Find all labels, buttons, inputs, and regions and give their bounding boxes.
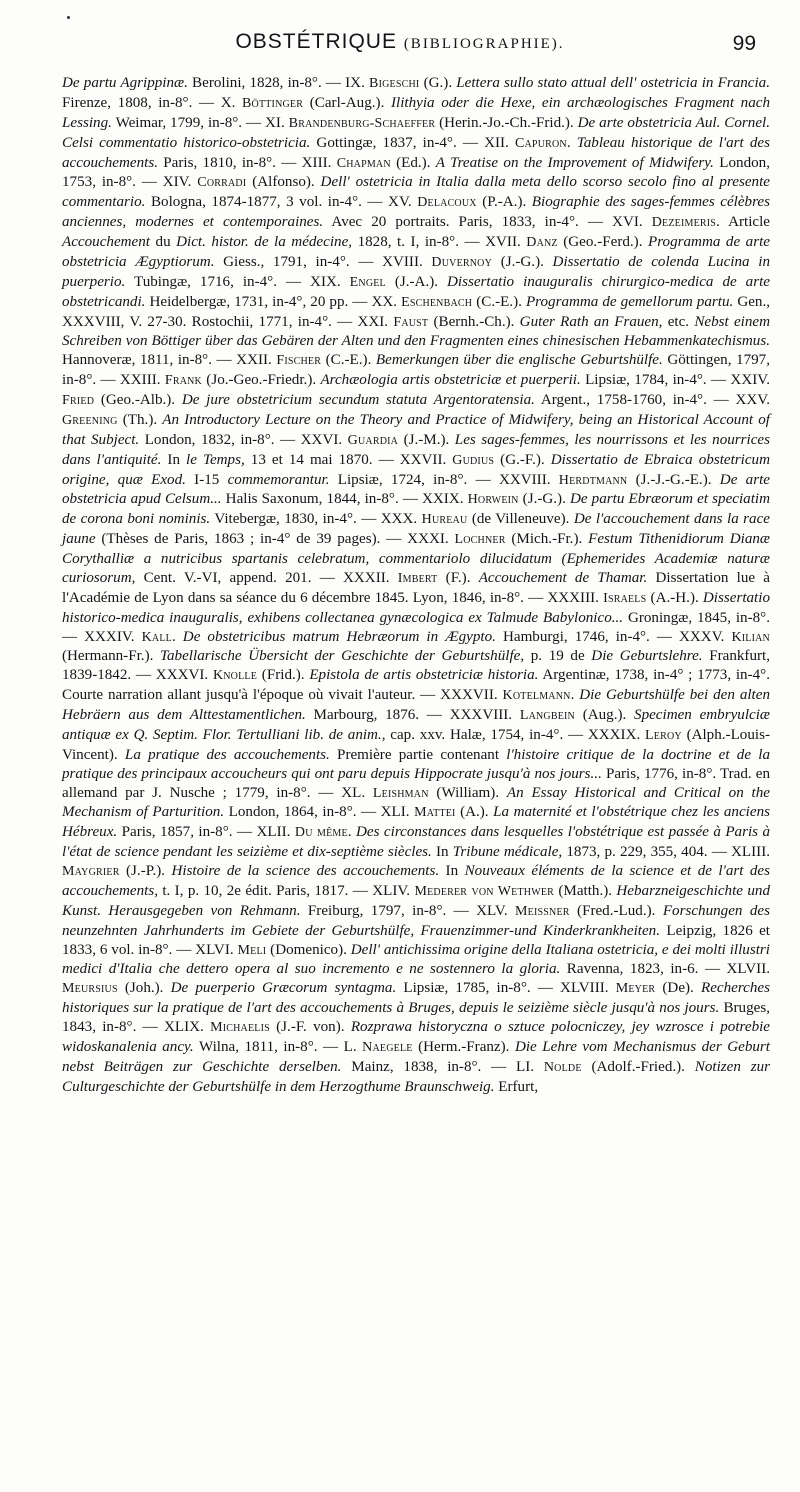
plain-text: . Article <box>716 214 770 231</box>
plain-text: (Bernh.-Ch.). <box>428 313 520 330</box>
title-text: le Temps, <box>186 451 245 468</box>
plain-text: I-15 <box>185 471 228 488</box>
title-text: Die Lehre vom Mechanismus der Geburt nebst Beiträgen zur Geschichte derselben. <box>62 1038 770 1075</box>
title-text: De jure obstetricium secundum statuta Argentoratensia. <box>181 392 535 408</box>
plain-text: etc. <box>662 313 695 330</box>
plain-text: (Herin.-Jo.-Ch.-Frid.). <box>435 114 578 131</box>
title-text: Bemerkungen über die englische Geburtshülfe. <box>375 352 663 369</box>
title-text: Tableau historique de l'art des accouchements. <box>62 134 770 171</box>
title-text: La maternité et l'obstétrique chez les anciens Hébreux. <box>62 804 770 841</box>
title-text: Festum Tithenidiorum Dianæ Corythalliæ a nutricibus spartanis celebratum, commentariolo dilucidatum (Ephemerides Academiæ naturæ curiosorum, <box>62 531 770 586</box>
bibliography-paragraph <box>62 74 770 1097</box>
title-text: Dissertatio de Ebraica obstetricum origine, quæ Exod. <box>62 451 770 488</box>
plain-text: (Geo.-Alb.). <box>94 392 182 408</box>
plain-text: (J.-F. von). <box>269 1019 351 1035</box>
plain-text: 1873, p. 229, 355, 404. — XLIII. <box>562 844 770 861</box>
title-text: Lettera sullo stato attual dell' ostetricia in Francia. <box>456 75 771 91</box>
plain-text: Bologna, 1874-1877, 3 vol. in-4°. — XV. <box>145 194 418 211</box>
printer-mark <box>67 16 70 19</box>
title-text: De obstetricibus matrum Hebræorum in Ægypto. <box>182 628 496 645</box>
plain-text: (C.-E.). <box>321 352 376 369</box>
plain-text: . <box>570 687 580 704</box>
title-text: A Treatise on the Improvement of Midwifery. <box>435 154 714 171</box>
plain-text: Berolini, 1828, in-8°. — IX. <box>187 75 370 91</box>
title-text: Histoire de la science des accouchements. <box>171 863 440 879</box>
plain-text: (Carl-Aug.). <box>303 94 391 111</box>
plain-text: (Aug.). <box>574 707 635 723</box>
title-text: Guter Rath an Frauen, <box>519 313 663 330</box>
plain-text: (Hermann-Fr.). <box>62 648 160 665</box>
title-text: Ilithyia oder die Hexe, ein archæologisches Fragment nach Lessing. <box>62 94 770 131</box>
plain-text: Leipzig, 1826 et 1833, 6 vol. in-8°. — XLVI. <box>62 922 770 958</box>
title-text: commemorantur. <box>227 471 330 488</box>
plain-text: Hamburgi, 1746, in-4°. — XXXV. <box>495 628 732 645</box>
author-name: Gudius <box>452 452 495 468</box>
author-name: Meli <box>237 942 267 958</box>
plain-text: (J.-M.). <box>398 431 455 448</box>
plain-text: cap. xxv. Halæ, 1754, in-4°. — XXXIX. <box>385 726 646 743</box>
plain-text: (Herm.-Franz). <box>412 1038 515 1055</box>
plain-text: In <box>439 863 465 879</box>
title-text: Dissertatio de colenda Lucina in puerperio. <box>62 253 771 290</box>
plain-text: (Joh.). <box>117 980 171 997</box>
author-name: Delacoux <box>417 195 477 211</box>
plain-text: Weimar, 1799, in-8°. — XI. <box>111 114 289 131</box>
plain-text: Göttingen, 1797, in-8°. — XXIII. <box>62 352 771 389</box>
plain-text: Heidelbergæ, 1731, in-4°, 20 pp. — XX. <box>145 293 402 310</box>
plain-text: Tubingæ, 1716, in-4°. — XIX. <box>125 273 350 290</box>
author-name: Chapman <box>336 155 391 171</box>
author-name: Nolde <box>543 1059 582 1075</box>
title-text: Dissertatio inauguralis chirurgico-medica de arte obstetricandi. <box>62 273 770 310</box>
author-name: Frank <box>164 373 202 389</box>
plain-text: (Domenico). <box>266 941 351 958</box>
plain-text: Erfurt, <box>494 1078 539 1095</box>
plain-text: 1828, t. I, in-8°. — XVII. <box>352 234 527 250</box>
title-main: OBSTÉTRIQUE <box>235 30 397 53</box>
title-text: De arte obstetricia Aul. Cornel. Celsi commentatio historico-obstetricia. <box>62 114 770 151</box>
plain-text: Giess., 1791, in-4°. — XVIII. <box>214 253 432 270</box>
author-name: Greening <box>62 412 118 428</box>
plain-text: Paris, 1857, in-8°. — XLII. <box>117 824 295 841</box>
plain-text: (A.-H.). <box>646 589 703 606</box>
plain-text: Freiburg, 1797, in-8°. — XLV. <box>300 902 516 919</box>
plain-text: (Fred.-Lud.). <box>569 902 663 919</box>
author-name: Kilian <box>731 629 770 645</box>
title-text: An Introductory Lecture on the Theory and Practice of Midwifery, being an Historical Account of that Subject. <box>62 411 770 448</box>
plain-text: t. I, p. 10, 2e édit. Paris, 1817. — XLIV. <box>157 882 415 899</box>
plain-text: Frankfurt, 1839-1842. — XXXVI. <box>62 648 770 684</box>
title-text: Hebarzneigeschichte und Kunst. Herausgegeben von Rehmann. <box>62 882 770 919</box>
plain-text: (J.-G.). <box>518 491 570 508</box>
title-text: De puerperio Græcorum syntagma. <box>170 980 397 997</box>
title-text: l'histoire critique de la doctrine et de la pratique des principaux accoucheurs qui ont paru depuis Hippocrate jusqu'à nos jours... <box>62 746 770 782</box>
author-name: Mederer von Wethwer <box>414 883 555 899</box>
title-text: Nebst einem Schreiben von Böttiger über das Gebären der Alten und den Fragmenten eines chinesischen Hebammenkatechismus. <box>62 313 771 350</box>
plain-text: (Geo.-Ferd.). <box>557 234 648 250</box>
plain-text: (A.). <box>455 804 494 821</box>
plain-text: (F.). <box>437 569 479 586</box>
page-number: 99 <box>732 32 756 55</box>
author-name: Engel <box>349 274 386 290</box>
author-name: Lochner <box>454 532 506 548</box>
author-name: Meursius <box>62 981 118 997</box>
plain-text: . <box>171 628 183 645</box>
author-name: Böttinger <box>241 95 304 111</box>
title-text: Programma de gemellorum partu. <box>525 293 734 310</box>
plain-text: (Th.). <box>117 411 163 428</box>
plain-text: (Mich.-Fr.). <box>505 531 589 548</box>
plain-text: Lipsiæ, 1784, in-4°. — XXIV. <box>580 372 770 389</box>
plain-text: (Adolf.-Fried.). <box>581 1058 695 1075</box>
title-text: Forschungen des neunzehnten Jahrhunderts im Gebiete der Geburtshülfe, Frauenzimmer-und Kinderkrankheiten. <box>62 902 770 939</box>
running-header <box>0 30 800 64</box>
plain-text: (C.-E.). <box>472 293 526 310</box>
title-text: Specimen embryulciæ antiquæ ex Q. Septim. Flor. Tertulliani lib. de anim., <box>62 707 770 743</box>
title-text: Accouchement <box>62 234 150 250</box>
plain-text: Halis Saxonum, 1844, in-8°. — XXIX. <box>221 491 468 508</box>
plain-text: Firenze, 1808, in-8°. — X. <box>62 94 242 111</box>
plain-text: Ravenna, 1823, in-6. — XLVII. <box>560 961 770 978</box>
plain-text: (Jo.-Geo.-Friedr.). <box>201 372 321 389</box>
title-text: Dell' ostetricia in Italia dalla meta dello scorso secolo fino al presente commentario. <box>62 174 770 211</box>
plain-text: Gen., XXXVIII, V. 27-30. Rostochii, 1771, in-4°. — XXI. <box>62 293 771 330</box>
author-name: Leroy <box>645 727 682 743</box>
plain-text: Marbourg, 1876. — XXXVIII. <box>305 707 520 723</box>
author-name: Fischer <box>276 353 322 369</box>
plain-text: (de Villeneuve). <box>467 511 574 528</box>
plain-text: Mainz, 1838, in-8°. — LI. <box>341 1058 544 1075</box>
title-text: Biographie des sages-femmes célèbres anciennes, modernes et contemporaines. <box>62 194 770 231</box>
title-text: La pratique des accouchements. <box>124 746 330 763</box>
title-text: De l'accouchement dans la race jaune <box>62 511 770 548</box>
author-name: Fried <box>62 393 95 408</box>
title-text: De partu Ebræorum et speciatim de corona boni nominis. <box>62 491 771 528</box>
plain-text: Vitebergæ, 1830, in-4°. — XXX. <box>210 511 422 528</box>
plain-text: Paris, 1776, in-8°. Trad. en allemand par J. Nusche ; 1779, in-8°. — XL. <box>62 765 771 801</box>
plain-text: (William). <box>428 784 507 801</box>
author-name: Langbein <box>519 708 575 723</box>
plain-text: Wilna, 1811, in-8°. — L. <box>193 1038 363 1055</box>
title-text: Dissertatio historico-medica inauguralis, exhibens collectanea gynæcologica ex Talmude Babylonico... <box>62 589 770 626</box>
author-name: Brandenburg-Schaeffer <box>288 115 436 131</box>
author-name: Knolle <box>212 668 258 684</box>
title-text: Accouchement de Thamar. <box>478 569 648 586</box>
plain-text: London, 1832, in-8°. — XXVI. <box>139 431 348 448</box>
plain-text: (Thèses de Paris, 1863 ; in-4° de 39 pages). — XXXI. <box>95 531 455 548</box>
plain-text: London, 1864, in-8°. — XLI. <box>224 804 415 821</box>
plain-text: p. 19 de <box>524 648 592 665</box>
author-name: Meissner <box>515 903 570 919</box>
title-text: Epistola de artis obstetriciæ historia. <box>309 667 539 684</box>
author-name: Leishman <box>372 785 429 801</box>
author-name: Duvernoy <box>431 254 493 270</box>
author-name: Bigeschi <box>369 76 420 91</box>
plain-text: (J.-P.). <box>119 863 172 879</box>
plain-text: Lipsiæ, 1724, in-8°. — XXVIII. <box>329 471 559 488</box>
author-name: Horwein <box>467 492 519 508</box>
author-name: Meyer <box>615 981 656 997</box>
plain-text: du <box>150 234 177 250</box>
title-text: Die Geburtslehre. <box>591 648 703 665</box>
running-title <box>0 30 800 54</box>
title-text: Nouveaux éléments de la science et de l'art des accouchements, <box>62 863 770 899</box>
author-name: Kotelmann <box>502 688 571 704</box>
author-name: Naegele <box>362 1039 413 1055</box>
title-text: Les sages-femmes, les nourrissons et les nourrices dans l'antiquité. <box>62 431 771 468</box>
author-name: Israels <box>603 590 647 606</box>
plain-text: In <box>431 844 453 861</box>
title-text: Notizen zur Culturgeschichte der Geburtshülfe in dem Herzogthume Braunschweig. <box>62 1058 770 1095</box>
plain-text: 13 et 14 mai 1870. — XXVII. <box>244 451 453 468</box>
plain-text: (P.-A.). <box>476 194 532 211</box>
author-name: Du même <box>294 825 348 841</box>
plain-text: In <box>161 451 187 468</box>
plain-text: Avec 20 portraits. Paris, 1833, in-4°. — XVI. <box>323 214 652 231</box>
title-text: Die Geburtshülfe bei den alten Hebräern aus dem Alttestamentlichen. <box>62 687 770 723</box>
title-text: Dell' antichissima origine della Italiana ostetricia, e dei molti illustri medici d'Italia che dettero opera al suo incremento e ne sostennero la gloria. <box>62 941 770 978</box>
author-name: Corradi <box>197 175 247 191</box>
plain-text: Dissertation lue à l'Académie de Lyon dans sa séance du 6 décembre 1845. Lyon, 1846, in-8°. — XXXIII. <box>62 569 771 606</box>
author-name: Herdtmann <box>558 472 628 488</box>
title-text: Dict. histor. de la médecine, <box>176 234 353 250</box>
plain-text: Bruges, 1843, in-8°. — XLIX. <box>62 1000 770 1035</box>
title-text: Des circonstances dans lesquelles l'obstétrique est passée à Paris à l'état de science pendant les seizième et dix-septième siècles. <box>62 824 771 861</box>
plain-text: London, 1753, in-8°. — XIV. <box>62 154 770 191</box>
title-text: An Essay Historical and Critical on the Mechanism of Parturition. <box>62 784 770 821</box>
plain-text: Argent., 1758-1760, in-4°. — XXV. <box>534 392 770 408</box>
plain-text: Argentinæ, 1738, in-4° ; 1773, in-4°. Courte narration allant jusqu'à l'époque où vivait l'auteur. — XXXVII. <box>62 667 770 704</box>
author-name: Maygrier <box>62 864 120 879</box>
author-name: Faust <box>393 314 429 330</box>
author-name: Capuron <box>514 135 567 151</box>
author-name: Hureau <box>421 512 468 528</box>
plain-text: Lipsiæ, 1785, in-8°. — XLVIII. <box>396 980 616 997</box>
title-text: Archæologia artis obstetriciæ et puerperii. <box>320 372 581 389</box>
author-name: Kall <box>141 629 172 645</box>
author-name: Dezeimeris <box>651 215 717 231</box>
plain-text: Première partie contenant <box>329 746 507 763</box>
plain-text: (G.-F.). <box>494 451 551 468</box>
plain-text: Cent. V.-VI, append. 201. — XXXII. <box>135 569 398 586</box>
bibliography-text <box>62 74 770 1097</box>
plain-text: Paris, 1810, in-8°. — XIII. <box>157 154 337 171</box>
plain-text: . <box>566 134 577 151</box>
plain-text: . <box>347 824 357 841</box>
plain-text: (J.-A.). <box>385 273 448 290</box>
plain-text: (Ed.). <box>390 154 436 171</box>
plain-text: (Frid.). <box>257 667 310 684</box>
title-text: Rozprawa historyczna o sztuce polocniczey, jey wzrosce i potrebie widoskanalenia ancy. <box>62 1019 771 1055</box>
plain-text: (J.-J.-G.-E.). <box>627 471 720 488</box>
plain-text: (Matth.). <box>554 882 617 899</box>
title-sub: (BIBLIOGRAPHIE). <box>403 36 565 52</box>
author-name: Eschenbach <box>401 294 473 310</box>
title-text: Recherches historiques sur la pratique de l'art des accouchements à Bruges, depuis le seizième siècle jusqu'à nos jours. <box>62 980 770 1017</box>
title-text: Tribune médicale, <box>452 844 563 861</box>
plain-text: (De). <box>655 980 701 997</box>
title-text: De partu Agrippinæ. <box>62 75 188 91</box>
plain-text: (Alph.-Louis-Vincent). <box>62 726 770 763</box>
title-text: Programma de arte obstetricia Ægyptiorum. <box>62 234 770 270</box>
author-name: Michaelis <box>210 1020 270 1035</box>
author-name: Danz <box>526 235 558 250</box>
author-name: Mattei <box>414 805 456 821</box>
plain-text: (Alfonso). <box>246 174 321 191</box>
title-text: De arte obstetricia apud Celsum... <box>62 471 770 508</box>
plain-text: (J.-G.). <box>492 253 553 270</box>
author-name: Guardia <box>347 432 399 448</box>
title-text: Tabellarische Übersicht der Geschichte der Geburtshülfe, <box>160 648 525 665</box>
plain-text: Groningæ, 1845, in-8°. — XXXIV. <box>62 609 770 645</box>
plain-text: (G.). <box>419 75 457 91</box>
author-name: Imbert <box>397 570 438 586</box>
plain-text: Gottingæ, 1837, in-4°. — XII. <box>310 134 515 151</box>
plain-text: Hannoveræ, 1811, in-8°. — XXII. <box>62 352 277 369</box>
